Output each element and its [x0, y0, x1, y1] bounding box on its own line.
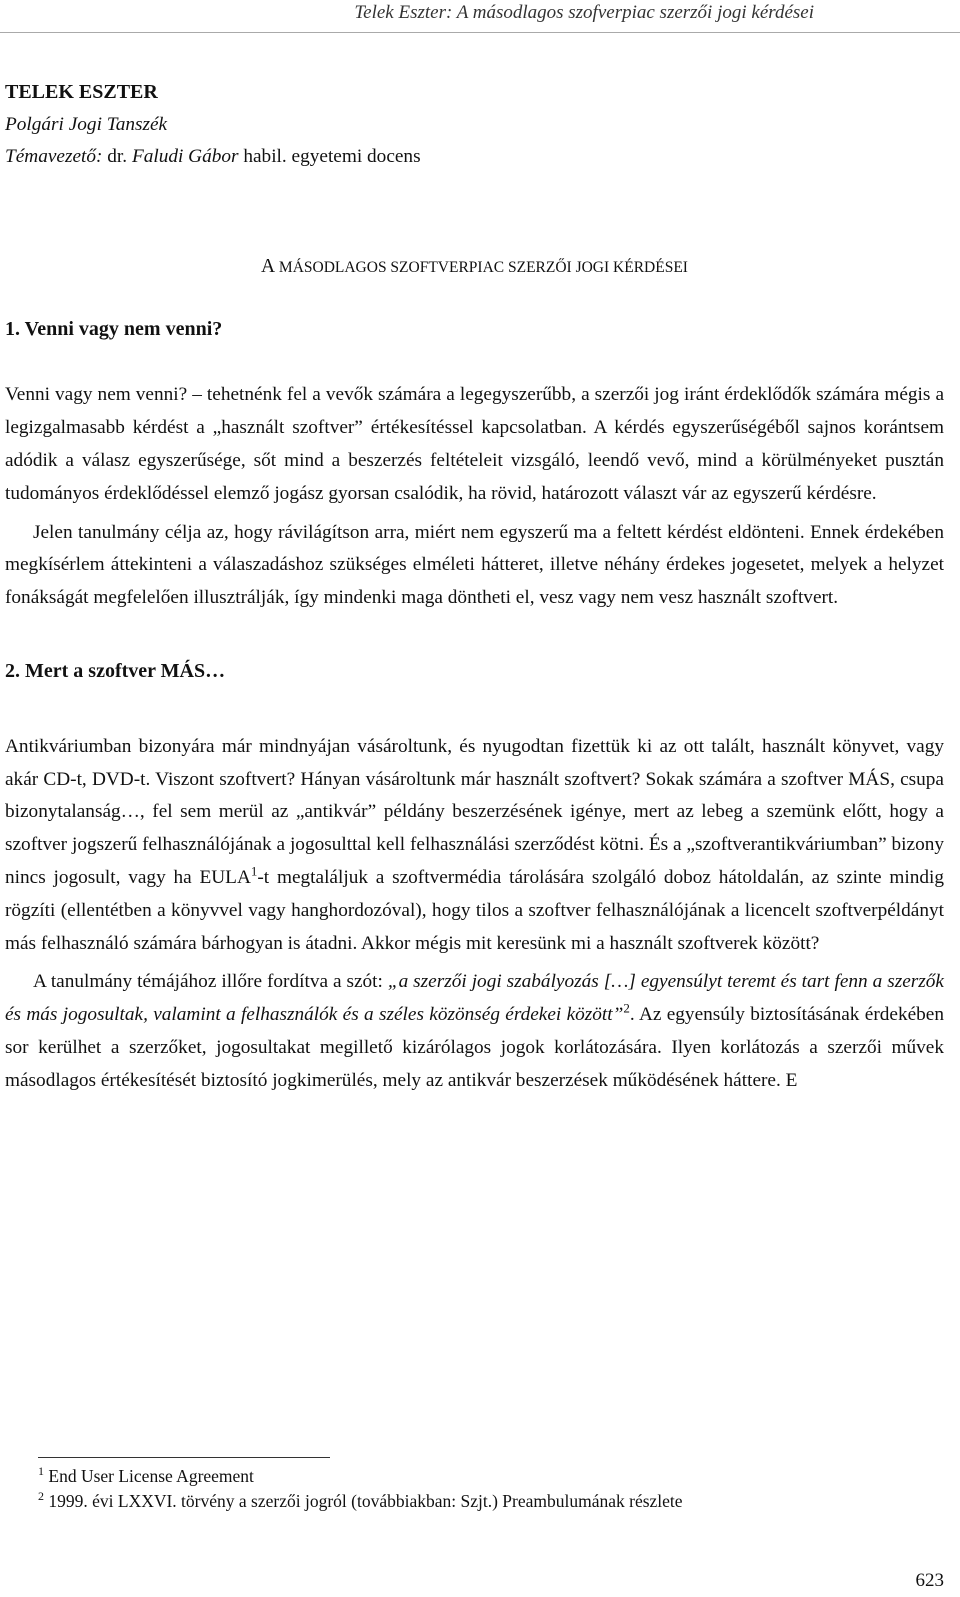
- footnote-1: [38, 1464, 683, 1489]
- footnote-1-text: End User License Agreement: [48, 1466, 254, 1486]
- supervisor-title: habil. egyetemi docens: [243, 145, 421, 167]
- footnote-2: [38, 1489, 683, 1514]
- section-2-p2-text-b: . Az egyensúly biztosításának érdekében sor kerülhet a szerzőket, jogosultakat megillető kizárólagos jogok korlátozására. Ilyen korlátozás a szerzői művek másodlagos értékesítését biztosító jogkimerülés, mely az antikvár beszerzések működésének háttere. E: [5, 1004, 944, 1091]
- paper-title: [5, 251, 944, 285]
- main-content: [5, 76, 944, 1098]
- supervisor-prefix: dr.: [107, 145, 128, 167]
- section-2-paragraph-2: [5, 966, 944, 1097]
- section-2-p2-quote: „a szerzői jogi szabályozás […] egyensúlyt teremt és tart fenn a szerzők és más jogosultak, valamint a felhasználók és a széles közönség érdekei között”: [5, 971, 944, 1026]
- supervisor-label: Témavezető:: [5, 145, 103, 167]
- running-header: Telek Eszter: A másodlagos szofverpiac szerzői jogi kérdései: [354, 2, 814, 23]
- title-initial: A: [261, 255, 275, 277]
- supervisor-name: Faludi Gábor: [131, 145, 239, 167]
- footnote-2-text: 1999. évi LXXVI. törvény a szerzői jogról (továbbiakban: Szjt.) Preambulumának részlete: [48, 1491, 683, 1511]
- footnote-divider: [38, 1457, 330, 1458]
- footnote-ref-1[interactable]: 1: [250, 863, 258, 879]
- title-rest: MÁSODLAGOS SZOFTVERPIAC SZERZŐI JOGI KÉRDÉSEI: [278, 258, 688, 276]
- footnote-1-number: 1: [38, 1464, 44, 1479]
- section-2-heading: 2. Mert a szoftver MÁS…: [5, 659, 226, 682]
- section-2-p2-text-a: A tanulmány témájához illőre fordítva a szót:: [33, 971, 388, 993]
- section-2-p1-text-b: -t megtaláljuk a szoftvermédia tárolására szolgáló doboz hátoldalán, az szinte mindig rögzíti (ellentétben a könyvvel vagy hanghordozóval), hogy tilos a szoftver felhasználójának a licencelt szoftverpéldányt más felhasználó számára bárhogyan is átadni. Akkor mégis mit keresünk mi a használt szoftverek között?: [5, 866, 944, 954]
- department: Polgári Jogi Tanszék: [5, 113, 168, 135]
- page-number: 623: [915, 1570, 944, 1591]
- author-name: TELEK ESZTER: [5, 81, 158, 103]
- section-1-paragraph-1: Venni vagy nem venni? – tehetnénk fel a vevők számára a legegyszerűbb, a szerzői jog iránt érdeklődők számára mégis a legizgalmasabb kérdést a „használt szoftver” értékesítéssel kapcsolatban. A kérdés egyszerűségéből sajnos korántsem adódik a válasz egyszerűsége, sőt mind a beszerzés feltételeit vizsgáló, leendő vevő, mind a körülményeket pusztán tudományos érdeklődéssel elemző jogász gyorsan csalódik, ha rövid, határozott választ vár az egyszerű kérdésre.: [5, 384, 944, 504]
- footnote-2-number: 2: [38, 1489, 44, 1504]
- supervisor-line: [5, 141, 944, 173]
- section-2-paragraph-1: [5, 731, 944, 961]
- section-2-p1-text-a: Antikváriumban bizonyára már mindnyájan vásároltunk, és nyugodtan fizettük ki az ott talált, használt könyvet, vagy akár CD-t, DVD-t. Viszont szoftvert? Hányan vásároltunk már használt szoftvert? Sokak számára a szoftver MÁS, csupa bizonytalanság…, fel sem merül az „antikvár” példány beszerzésének igénye, mert az lebeg a szemünk előtt, hogy a szoftver jogszerű felhasználójának a jogosulttal kell felhasználási szerződést kötni. És a „szoftverantikváriumban” bizony nincs jogosult, vagy ha EULA: [5, 735, 944, 888]
- header-divider: [0, 32, 960, 33]
- section-1-heading: 1. Venni vagy nem venni?: [5, 317, 223, 340]
- footnotes: [38, 1464, 683, 1514]
- section-1-paragraph-2: Jelen tanulmány célja az, hogy rávilágítson arra, miért nem egyszerű ma a feltett kérdést eldönteni. Ennek érdekében megkísérlem áttekinteni a válaszadáshoz szükséges elméleti hátteret, illetve néhány érdekes jogesetet, melyek a helyzet fonákságát megfelelően illusztrálják, így mindenki maga döntheti el, vesz vagy nem vesz használt szoftvert.: [5, 521, 944, 609]
- footnote-ref-2[interactable]: 2: [623, 1000, 630, 1016]
